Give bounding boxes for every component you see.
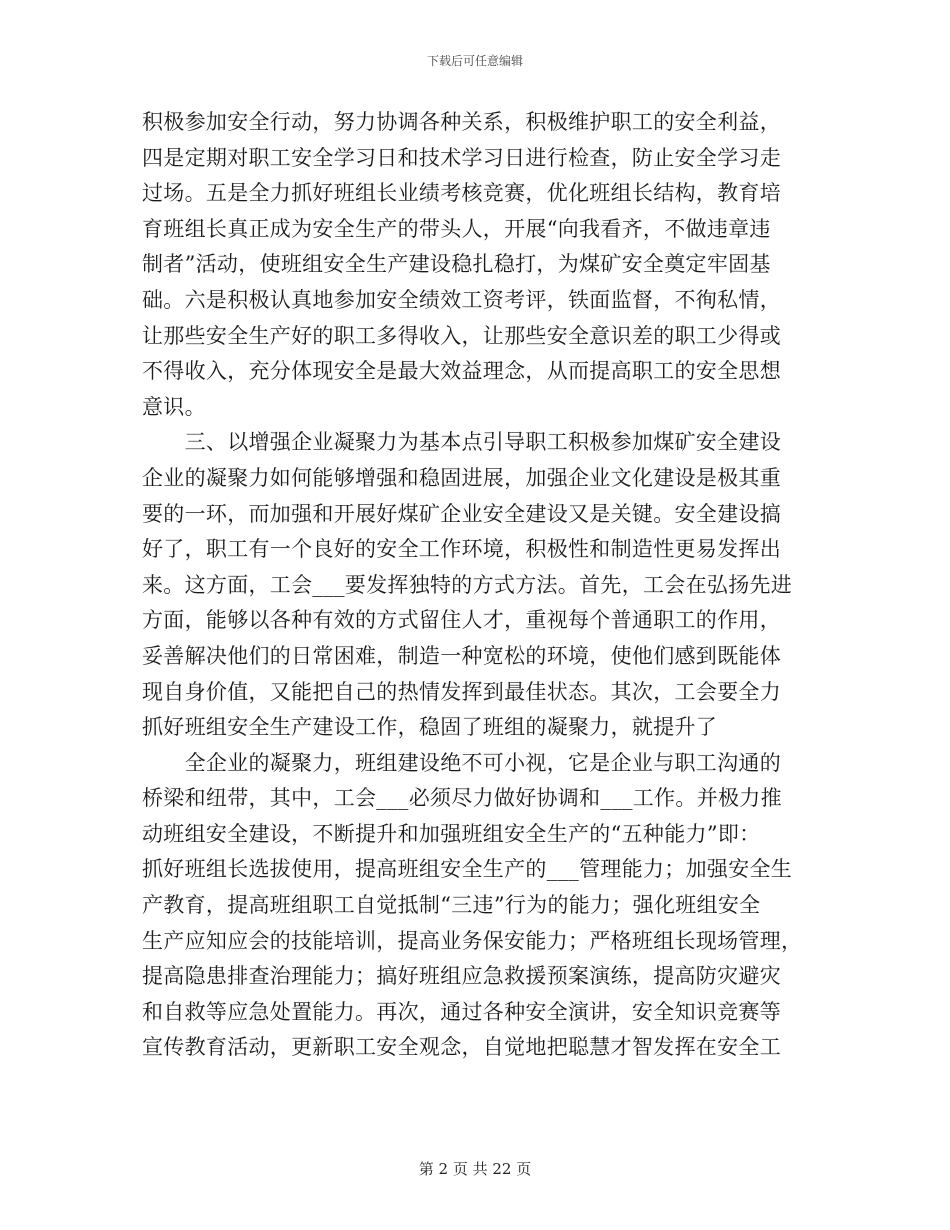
- paragraph-2: [142, 425, 810, 745]
- text-line: 育班组长真正成为安全生产的带头人，开展“向我看齐，不做违章违: [142, 216, 771, 241]
- text-line: 础。六是积极认真地参加安全绩效工资考评，铁面监督，不徇私情，: [142, 287, 781, 312]
- text-line: 生产应知应会的技能培训，提高业务保安能力；严格班组长现场管理，: [142, 928, 803, 953]
- text-line: 企业的凝聚力如何能够增强和稳固进展，加强企业文化建设是极其重: [142, 465, 781, 490]
- text-line: 动班组安全建设，不断提升和加强班组安全生产的“五种能力”即：: [142, 821, 761, 846]
- text-line: 过场。五是全力抓好班组长业绩考核竞赛，优化班组长结构，教育培: [142, 181, 781, 206]
- text-line: 好了，职工有一个良好的安全工作环境，积极性和制造性更易发挥出: [142, 537, 781, 562]
- text-line: 宣传教育活动，更新职工安全观念，自觉地把聪慧才智发挥在安全工: [142, 1035, 781, 1060]
- paragraph-3: [142, 746, 810, 1066]
- text-line: 意识。: [142, 394, 206, 419]
- text-line: 要的一环，而加强和开展好煤矿企业安全建设又是关键。安全建设搞: [142, 501, 781, 526]
- text-line: 不得收入，充分体现安全是最大效益理念，从而提高职工的安全思想: [142, 359, 781, 384]
- text-line: 方面，能够以各种有效的方式留住人才，重视每个普通职工的作用，: [142, 608, 781, 633]
- text-line: 妥善解决他们的日常困难，制造一种宽松的环境，使他们感到既能体: [142, 643, 781, 668]
- text-line: 来。这方面，工会___要发挥独特的方式方法。首先，工会在弘扬先进: [142, 572, 793, 597]
- text-line: 积极参加安全行动，努力协调各种关系，积极维护职工的安全利益，: [142, 110, 781, 134]
- text-line: 现自身价值，又能把自己的热情发挥到最佳状态。其次，工会要全力: [142, 679, 781, 704]
- text-line: 抓好班组安全生产建设工作，稳固了班组的凝聚力，就提升了: [142, 715, 718, 740]
- page-number: 第 2 页 共 22 页: [418, 1160, 532, 1178]
- text-line: 和自救等应急处置能力。再次，通过各种安全演讲，安全知识竞赛等: [142, 999, 781, 1024]
- text-line: 抓好班组长选拔使用，提高班组安全生产的___管理能力；加强安全生: [142, 857, 793, 882]
- text-line: 制者”活动，使班组安全生产建设稳扎稳打，为煤矿安全奠定牢固基: [142, 252, 771, 277]
- document-body: [142, 105, 810, 1066]
- paragraph-1: [142, 105, 810, 425]
- page-header-note: 下载后可任意编辑: [426, 54, 523, 68]
- text-line: 让那些安全生产好的职工多得收入，让那些安全意识差的职工少得或: [142, 323, 781, 348]
- text-line: 桥梁和纽带，其中，工会___必须尽力做好协调和___工作。并极力推: [142, 786, 782, 811]
- text-line: 提高隐患排查治理能力；搞好班组应急救援预案演练，提高防灾避灾: [142, 964, 781, 989]
- text-line: 四是定期对职工安全学习日和技术学习日进行检查，防止安全学习走: [142, 145, 781, 170]
- section-heading-line: 三、以增强企业凝聚力为基本点引导职工积极参加煤矿安全建设: [142, 430, 781, 455]
- text-line: 产教育，提高班组职工自觉抵制“三违”行为的能力；强化班组安全: [142, 893, 761, 918]
- text-line: 全企业的凝聚力，班组建设绝不可小视，它是企业与职工沟通的: [142, 750, 781, 775]
